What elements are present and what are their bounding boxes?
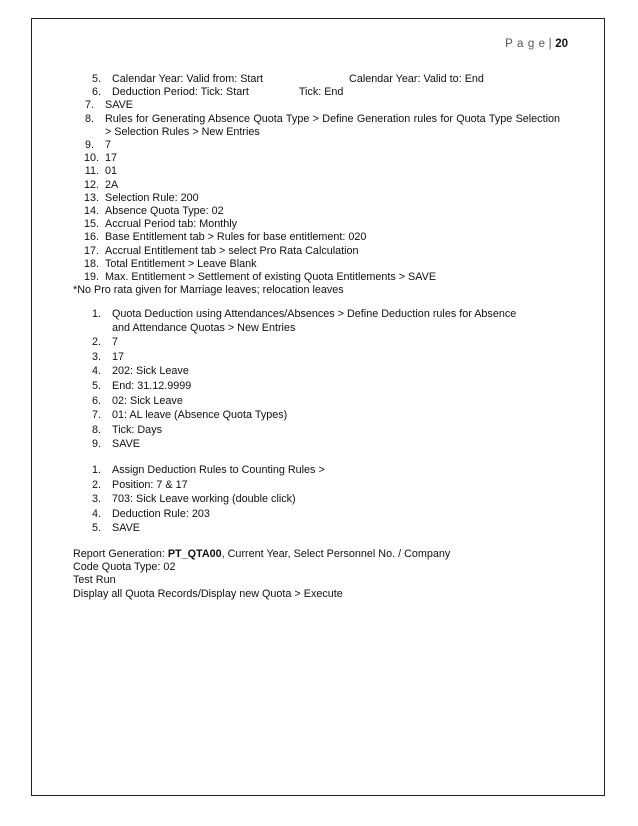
report-prefix: Report Generation: (73, 547, 168, 560)
list-text: Accrual Entitlement tab > select Pro Rata Calculation (105, 244, 359, 257)
list-text: Quota Deduction using Attendances/Absences > Define Deduction rules for Absence and Attendance Quotas > New Entries (112, 308, 517, 334)
list-number: 5. (91, 73, 101, 85)
page-number: 20 (555, 38, 568, 50)
document-body (73, 73, 560, 601)
list-item (76, 192, 560, 205)
list-item (76, 336, 560, 349)
list-item (76, 258, 560, 271)
list-number: 4. (91, 365, 101, 378)
list-item (76, 351, 560, 364)
list-item (76, 522, 560, 535)
list-item (76, 493, 560, 506)
list-text: SAVE (105, 99, 134, 112)
list-text: Accrual Period tab: Monthly (105, 218, 238, 231)
report-line-2: Code Quota Type: 02 (73, 561, 176, 574)
list-item (76, 99, 560, 112)
list-text: 7 (112, 336, 119, 349)
list-number: 7. (84, 99, 94, 112)
list-item (76, 395, 560, 408)
list-text: 703: Sick Leave working (double click) (112, 493, 296, 506)
list-generation-rules (76, 73, 560, 284)
list-text: 17 (112, 350, 125, 363)
list-text: 02: Sick Leave (112, 394, 183, 407)
list-item (76, 231, 560, 244)
list-item (76, 479, 560, 492)
list-text: Total Entitlement > Leave Blank (105, 257, 257, 270)
page-label: P a g e (505, 38, 546, 50)
list-text: Position: 7 & 17 (112, 478, 188, 491)
page-header (505, 38, 568, 50)
list-number: 18. (83, 257, 99, 270)
list-number: 13. (83, 191, 99, 204)
list-text: 2A (105, 178, 119, 191)
list-number: 2. (91, 336, 101, 349)
list-number: 19. (83, 271, 99, 284)
list-number: 2. (91, 478, 101, 491)
list-text: 01: AL leave (Absence Quota Types) (112, 409, 288, 422)
list-counting-rules (76, 464, 560, 536)
list-text: Tick: End (298, 86, 344, 99)
list-text: Assign Deduction Rules to Counting Rules > (112, 464, 325, 476)
list-number: 9. (91, 438, 101, 451)
list-item (76, 409, 560, 422)
list-number: 3. (91, 493, 101, 506)
report-section (73, 548, 560, 601)
list-item (76, 424, 560, 437)
list-number: 6. (91, 394, 101, 407)
list-number: 8. (84, 112, 94, 125)
list-text: Deduction Period: Tick: Start (112, 86, 249, 99)
list-number: 6. (91, 86, 101, 99)
list-text: Max. Entitlement > Settlement of existing Quota Entitlements > SAVE (105, 271, 437, 284)
list-item (76, 308, 560, 334)
list-item (76, 179, 560, 192)
list-item (76, 245, 560, 258)
list-item (76, 508, 560, 521)
list-text: Deduction Rule: 203 (112, 507, 210, 520)
list-number: 10. (83, 152, 99, 165)
list-number: 17. (83, 244, 99, 257)
list-number: 12. (83, 178, 99, 191)
list-item (76, 464, 560, 477)
report-suffix: , Current Year, Select Personnel No. / Company (221, 547, 451, 560)
list-text: SAVE (112, 522, 141, 535)
list-number: 1. (91, 464, 101, 476)
list-text: Base Entitlement tab > Rules for base entitlement: 020 (105, 231, 367, 244)
list-item (76, 113, 560, 139)
list-item (76, 86, 560, 99)
list-text: Selection Rule: 200 (105, 191, 199, 204)
list-text: SAVE (112, 438, 141, 451)
list-text: 17 (105, 152, 118, 165)
list-text: Calendar Year: Valid from: Start (112, 73, 264, 85)
list-number: 16. (83, 231, 99, 244)
list-number: 5. (91, 380, 101, 393)
list-number: 4. (91, 507, 101, 520)
list-number: 11. (84, 165, 99, 178)
list-number: 3. (91, 350, 101, 363)
list-number: 5. (91, 522, 101, 535)
list-number: 15. (83, 218, 99, 231)
list-deduction-rules (76, 308, 560, 451)
page-separator: | (548, 38, 553, 50)
list-number: 8. (91, 423, 101, 436)
list-item (76, 365, 560, 378)
list-item (76, 271, 560, 284)
report-code: PT_QTA00 (167, 547, 222, 560)
list-text: 202: Sick Leave (112, 365, 189, 378)
footnote: *No Pro rata given for Marriage leaves; relocation leaves (73, 284, 344, 297)
report-line-3: Test Run (73, 574, 116, 587)
list-text: Absence Quota Type: 02 (105, 205, 224, 218)
list-item (76, 165, 560, 178)
list-text: Calendar Year: Valid to: End (349, 73, 484, 85)
report-line-1 (73, 548, 560, 561)
list-text: Tick: Days (112, 423, 162, 436)
list-text: 7 (105, 139, 112, 152)
list-text: End: 31.12.9999 (112, 380, 192, 393)
list-number: 7. (91, 409, 101, 422)
list-number: 1. (91, 308, 101, 321)
list-item (76, 205, 560, 218)
list-item (76, 380, 560, 393)
report-line-4: Display all Quota Records/Display new Quota > Execute (73, 587, 343, 600)
list-text: 01 (105, 165, 118, 178)
list-item (76, 218, 560, 231)
list-item (76, 438, 560, 451)
list-item (76, 73, 560, 86)
list-text: Rules for Generating Absence Quota Type > Define Generation rules for Quota Type Selection > Selection Rules > New Entries (105, 112, 560, 138)
list-item (76, 139, 560, 152)
list-number: 9. (84, 139, 94, 152)
list-number: 14. (83, 205, 99, 218)
list-item (76, 152, 560, 165)
